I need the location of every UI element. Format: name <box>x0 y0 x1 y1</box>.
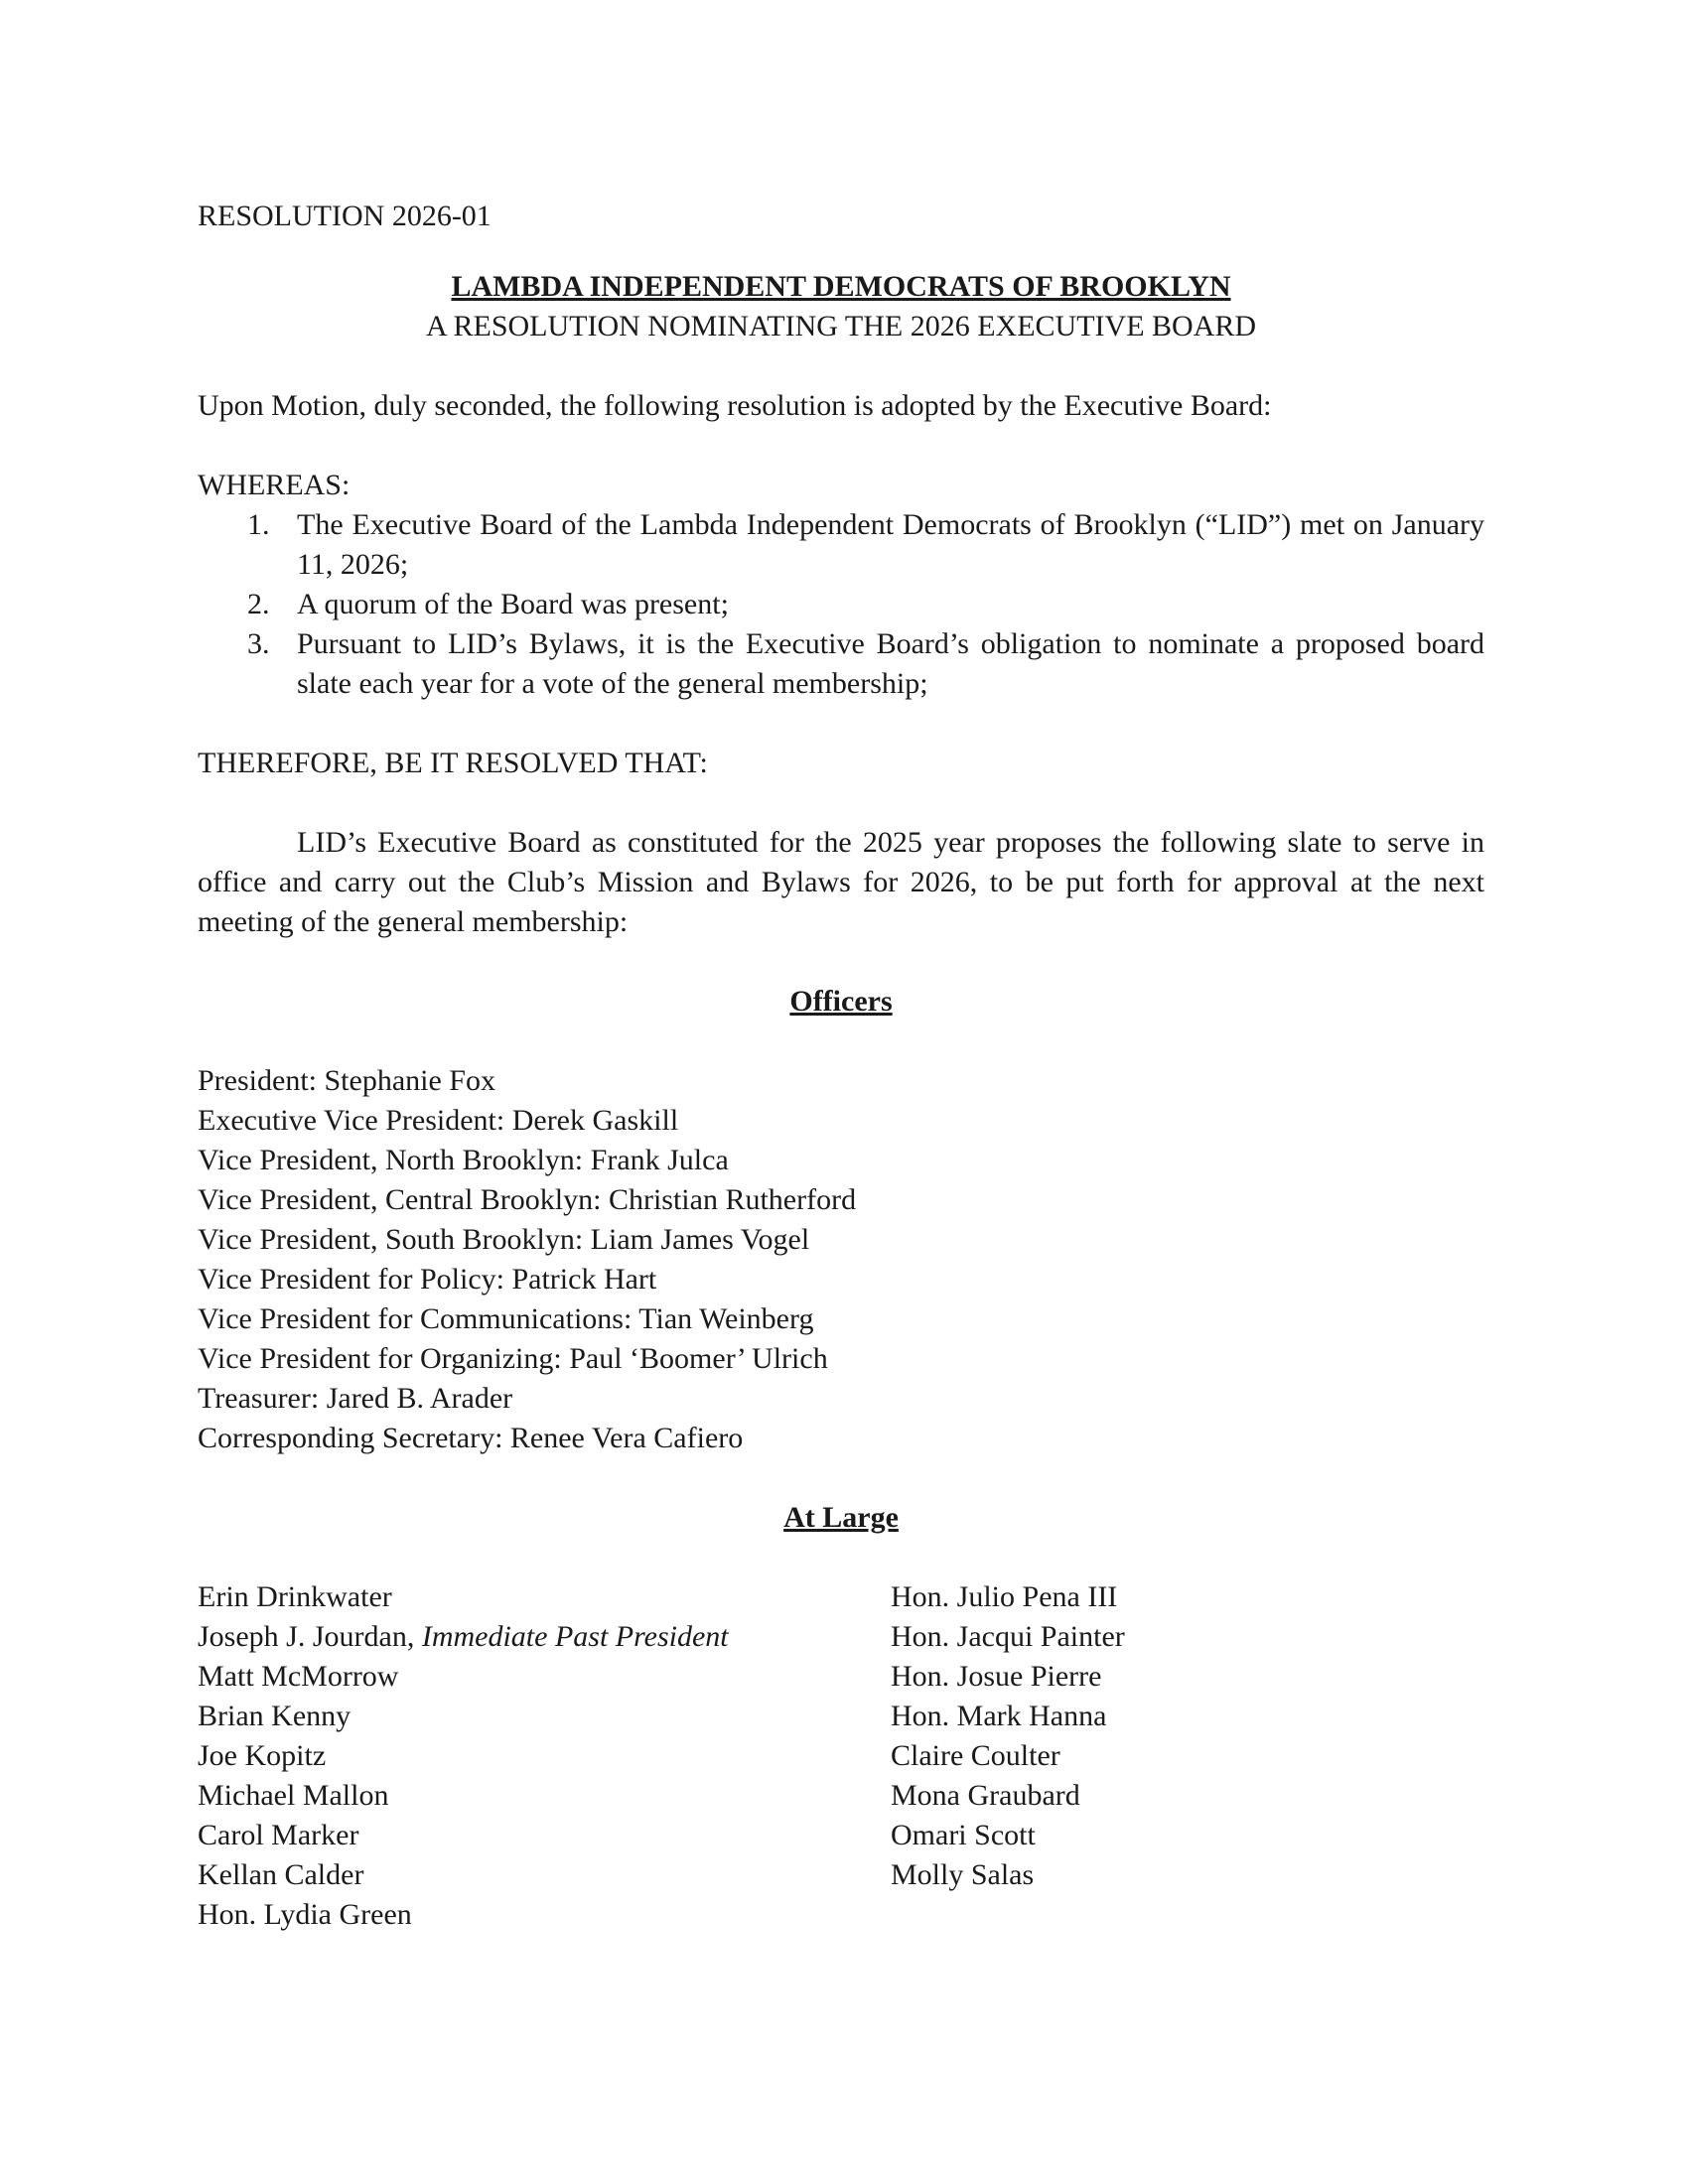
officer-entry: Vice President for Organizing: Paul ‘Boomer’ Ulrich <box>198 1342 828 1375</box>
at-large-member <box>198 1736 891 1776</box>
at-large-member <box>198 1776 891 1816</box>
member-name: Michael Mallon <box>198 1779 389 1812</box>
officer-entry: Vice President, South Brooklyn: Liam James Vogel <box>198 1223 810 1256</box>
at-large-member: Claire Coulter <box>891 1739 1060 1772</box>
member-name: Carol Marker <box>198 1819 359 1851</box>
whereas-item <box>198 505 1484 585</box>
member-name: Erin Drinkwater <box>198 1580 392 1613</box>
member-name: Brian Kenny <box>198 1700 352 1732</box>
at-large-heading: At Large <box>783 1501 899 1534</box>
document-subtitle: A RESOLUTION NOMINATING THE 2026 EXECUTIVE BOARD <box>425 310 1257 342</box>
officer-entry: Treasurer: Jared B. Arader <box>198 1382 513 1415</box>
at-large-member: Hon. Jacqui Painter <box>891 1620 1125 1653</box>
whereas-heading: WHEREAS: <box>198 469 351 501</box>
organization-title: LAMBDA INDEPENDENT DEMOCRATS OF BROOKLYN <box>451 270 1231 303</box>
resolution-number: RESOLUTION 2026-01 <box>198 200 492 232</box>
at-large-member <box>198 1697 891 1736</box>
officer-entry: Vice President for Policy: Patrick Hart <box>198 1263 657 1296</box>
whereas-list <box>198 505 1484 704</box>
at-large-members <box>198 1577 1484 1935</box>
therefore-heading: THEREFORE, BE IT RESOLVED THAT: <box>198 747 708 779</box>
member-name: Kellan Calder <box>198 1858 364 1891</box>
member-name: Matt McMorrow <box>198 1660 399 1693</box>
at-large-member: Hon. Julio Pena III <box>891 1580 1118 1613</box>
whereas-item-text: The Executive Board of the Lambda Independent Democrats of Brooklyn (“LID”) met on January 11, 2026; <box>297 508 1484 581</box>
member-name: Joseph J. Jourdan, <box>198 1620 422 1653</box>
member-note: Immediate Past President <box>421 1620 729 1653</box>
at-large-member <box>198 1657 891 1697</box>
member-name: Joe Kopitz <box>198 1739 327 1772</box>
whereas-item <box>198 624 1484 704</box>
motion-text: Upon Motion, duly seconded, the following resolution is adopted by the Executive Board: <box>198 389 1272 422</box>
officer-entry: Executive Vice President: Derek Gaskill <box>198 1104 679 1137</box>
at-large-member <box>198 1577 891 1617</box>
at-large-right-column <box>891 1577 1484 1935</box>
member-name: Hon. Lydia Green <box>198 1898 412 1931</box>
officer-entry: Vice President for Communications: Tian Weinberg <box>198 1302 814 1335</box>
at-large-member: Omari Scott <box>891 1819 1036 1851</box>
officers-heading: Officers <box>789 985 893 1018</box>
at-large-member <box>198 1855 891 1895</box>
whereas-item-text: A quorum of the Board was present; <box>297 588 729 620</box>
officer-entry: Vice President, North Brooklyn: Frank Julca <box>198 1144 729 1176</box>
resolution-paragraph: LID’s Executive Board as constituted for the 2025 year proposes the following slate to serve in office and carry out the Club’s Mission and Bylaws for 2026, to be put forth for approval at the next meeting of the general membership: <box>198 826 1484 938</box>
at-large-member <box>198 1617 891 1657</box>
whereas-item-number: 3. <box>247 627 270 660</box>
whereas-item-number: 2. <box>247 588 270 620</box>
at-large-member: Hon. Mark Hanna <box>891 1700 1107 1732</box>
officer-entry: Corresponding Secretary: Renee Vera Cafiero <box>198 1422 744 1454</box>
officer-entry: Vice President, Central Brooklyn: Christian Rutherford <box>198 1183 857 1216</box>
document-page <box>198 197 1484 1935</box>
whereas-item <box>198 585 1484 624</box>
whereas-item-number: 1. <box>247 508 270 541</box>
at-large-left-column <box>198 1577 891 1935</box>
officer-entry: President: Stephanie Fox <box>198 1064 495 1097</box>
at-large-member <box>198 1895 891 1935</box>
at-large-member: Hon. Josue Pierre <box>891 1660 1102 1693</box>
at-large-member <box>198 1816 891 1855</box>
officers-list <box>198 1061 1484 1458</box>
at-large-member: Molly Salas <box>891 1858 1035 1891</box>
at-large-member: Mona Graubard <box>891 1779 1080 1812</box>
whereas-item-text: Pursuant to LID’s Bylaws, it is the Executive Board’s obligation to nominate a proposed board slate each year for a vote of the general membership; <box>297 627 1484 700</box>
